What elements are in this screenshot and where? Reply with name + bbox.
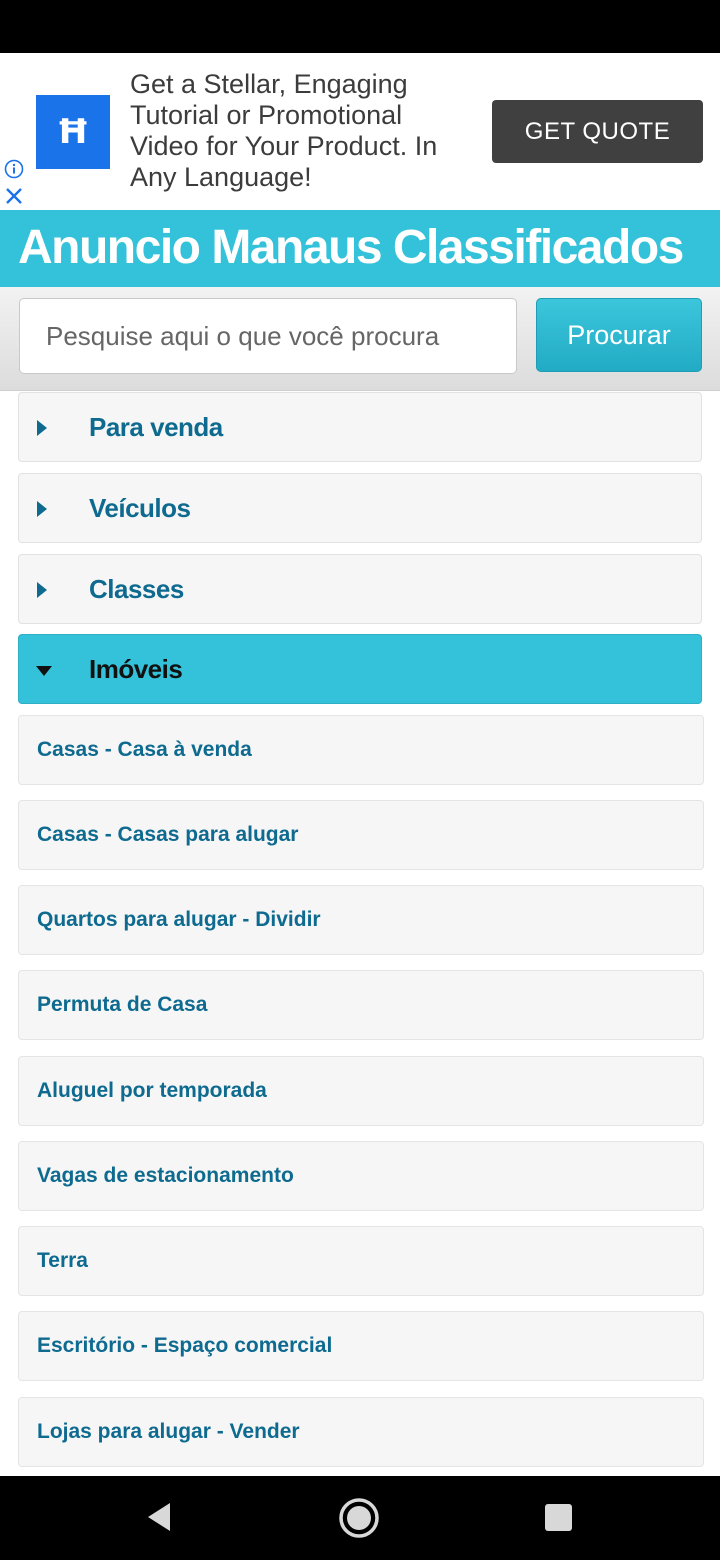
- category-label: Classes: [89, 574, 184, 604]
- back-icon[interactable]: [146, 1501, 172, 1533]
- subcategory-item[interactable]: [18, 1226, 704, 1296]
- caret-right-icon: [37, 501, 47, 517]
- subcategory-label: Casas - Casa à venda: [37, 738, 252, 761]
- caret-down-icon: [36, 666, 52, 676]
- subcategory-item[interactable]: [18, 1056, 704, 1126]
- subcategory-item[interactable]: [18, 715, 704, 785]
- category-imoveis[interactable]: [18, 634, 702, 704]
- subcategory-item[interactable]: [18, 970, 704, 1040]
- subcategory-item[interactable]: [18, 800, 704, 870]
- search-input[interactable]: [19, 298, 517, 374]
- get-quote-button[interactable]: GET QUOTE: [492, 100, 703, 163]
- category-para-venda[interactable]: [18, 392, 702, 462]
- recents-icon[interactable]: [545, 1504, 572, 1531]
- subcategory-label: Escritório - Espaço comercial: [37, 1334, 333, 1357]
- subcategory-item[interactable]: [18, 1311, 704, 1381]
- category-label: Para venda: [89, 412, 223, 442]
- category-label: Veículos: [89, 493, 191, 523]
- category-label: Imóveis: [89, 654, 183, 684]
- subcategory-label: Lojas para alugar - Vender: [37, 1420, 300, 1443]
- subcategory-item[interactable]: [18, 885, 704, 955]
- subcategory-item[interactable]: [18, 1141, 704, 1211]
- search-button[interactable]: Procurar: [536, 298, 702, 372]
- subcategory-label: Vagas de estacionamento: [37, 1164, 294, 1187]
- subcategory-item[interactable]: [18, 1397, 704, 1467]
- ad-banner[interactable]: [0, 53, 720, 210]
- caret-right-icon: [37, 420, 47, 436]
- search-bar: [0, 287, 720, 391]
- site-header: [0, 210, 720, 287]
- close-icon[interactable]: [4, 186, 24, 206]
- ad-logo-glyph: Ħ: [56, 112, 90, 152]
- status-bar: [0, 0, 720, 53]
- subcategory-label: Quartos para alugar - Dividir: [37, 908, 321, 931]
- category-veiculos[interactable]: [18, 473, 702, 543]
- home-icon[interactable]: [338, 1497, 380, 1539]
- navigation-bar: [0, 1476, 720, 1560]
- site-title[interactable]: Anuncio Manaus Classificados: [18, 221, 683, 274]
- category-classes[interactable]: [18, 554, 702, 624]
- subcategory-label: Aluguel por temporada: [37, 1079, 267, 1102]
- ad-logo[interactable]: [36, 95, 110, 169]
- info-icon[interactable]: [4, 159, 24, 179]
- ad-text[interactable]: Get a Stellar, Engaging Tutorial or Promotional Video for Your Product. In Any Language!: [130, 69, 438, 192]
- caret-right-icon: [37, 582, 47, 598]
- subcategory-label: Casas - Casas para alugar: [37, 823, 299, 846]
- subcategory-label: Terra: [37, 1249, 88, 1272]
- subcategory-label: Permuta de Casa: [37, 993, 208, 1016]
